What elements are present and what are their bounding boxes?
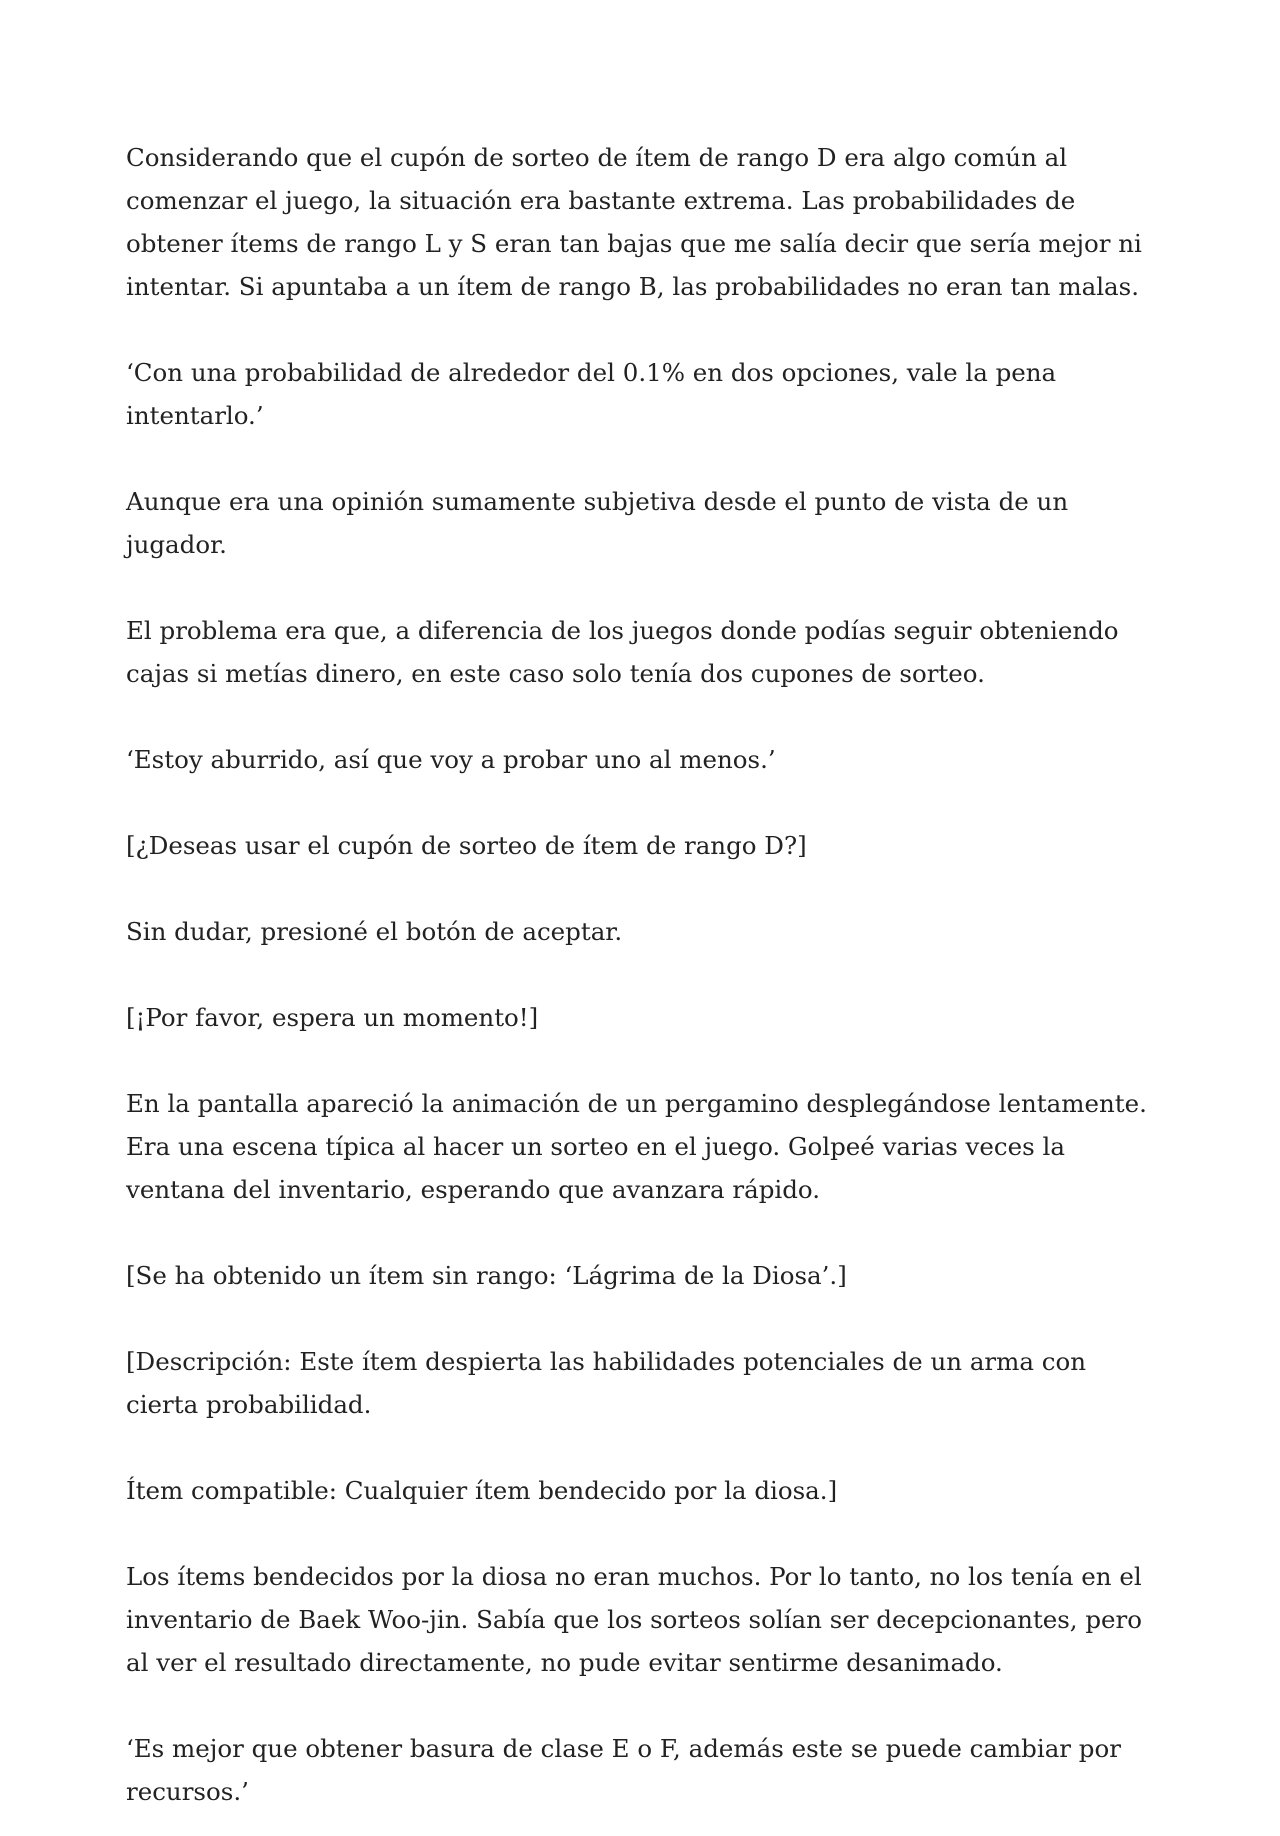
document-page <box>126 136 1156 1813</box>
system-message-please-wait: [¡Por favor, espera un momento!] <box>126 1003 539 1032</box>
paragraph-scroll-animation: En la pantalla apareció la animación de un pergamino desplegándose lentamente. Era una escena típica al hacer un sorteo en el juego. Golpeé varias veces la ventana del inventario, esperando que avanzara rápido. <box>126 1089 1147 1204</box>
paragraph-thought-better-than-trash: ‘Es mejor que obtener basura de clase E o F, además este se puede cambiar por recursos.’ <box>126 1734 1121 1806</box>
system-message-compatible-item: Ítem compatible: Cualquier ítem bendecido por la diosa.] <box>126 1476 838 1505</box>
system-message-use-coupon: [¿Deseas usar el cupón de sorteo de ítem de rango D?] <box>126 831 807 860</box>
system-message-item-description: [Descripción: Este ítem despierta las habilidades potenciales de un arma con cierta probabilidad. <box>126 1347 1087 1419</box>
paragraph-disappointed: Los ítems bendecidos por la diosa no eran muchos. Por lo tanto, no los tenía en el inventario de Baek Woo-jin. Sabía que los sorteos solían ser decepcionantes, pero al ver el resultado directamente, no pude evitar sentirme desanimado. <box>126 1562 1142 1677</box>
system-message-item-obtained: [Se ha obtenido un ítem sin rango: ‘Lágrima de la Diosa’.] <box>126 1261 847 1290</box>
paragraph-subjective-opinion: Aunque era una opinión sumamente subjetiva desde el punto de vista de un jugador. <box>126 487 1069 559</box>
paragraph-thought-worth-trying: ‘Con una probabilidad de alrededor del 0.1% en dos opciones, vale la pena intentarlo.’ <box>126 358 1057 430</box>
paragraph-thought-bored: ‘Estoy aburrido, así que voy a probar uno al menos.’ <box>126 745 776 774</box>
paragraph-two-coupons: El problema era que, a diferencia de los juegos donde podías seguir obteniendo cajas si metías dinero, en este caso solo tenía dos cupones de sorteo. <box>126 616 1119 688</box>
paragraph-draw-odds: Considerando que el cupón de sorteo de ítem de rango D era algo común al comenzar el juego, la situación era bastante extrema. Las probabilidades de obtener ítems de rango L y S eran tan bajas que me salía decir que sería mejor ni intentar. Si apuntaba a un ítem de rango B, las probabilidades no eran tan malas. <box>126 143 1142 301</box>
paragraph-pressed-accept: Sin dudar, presioné el botón de aceptar. <box>126 917 623 946</box>
